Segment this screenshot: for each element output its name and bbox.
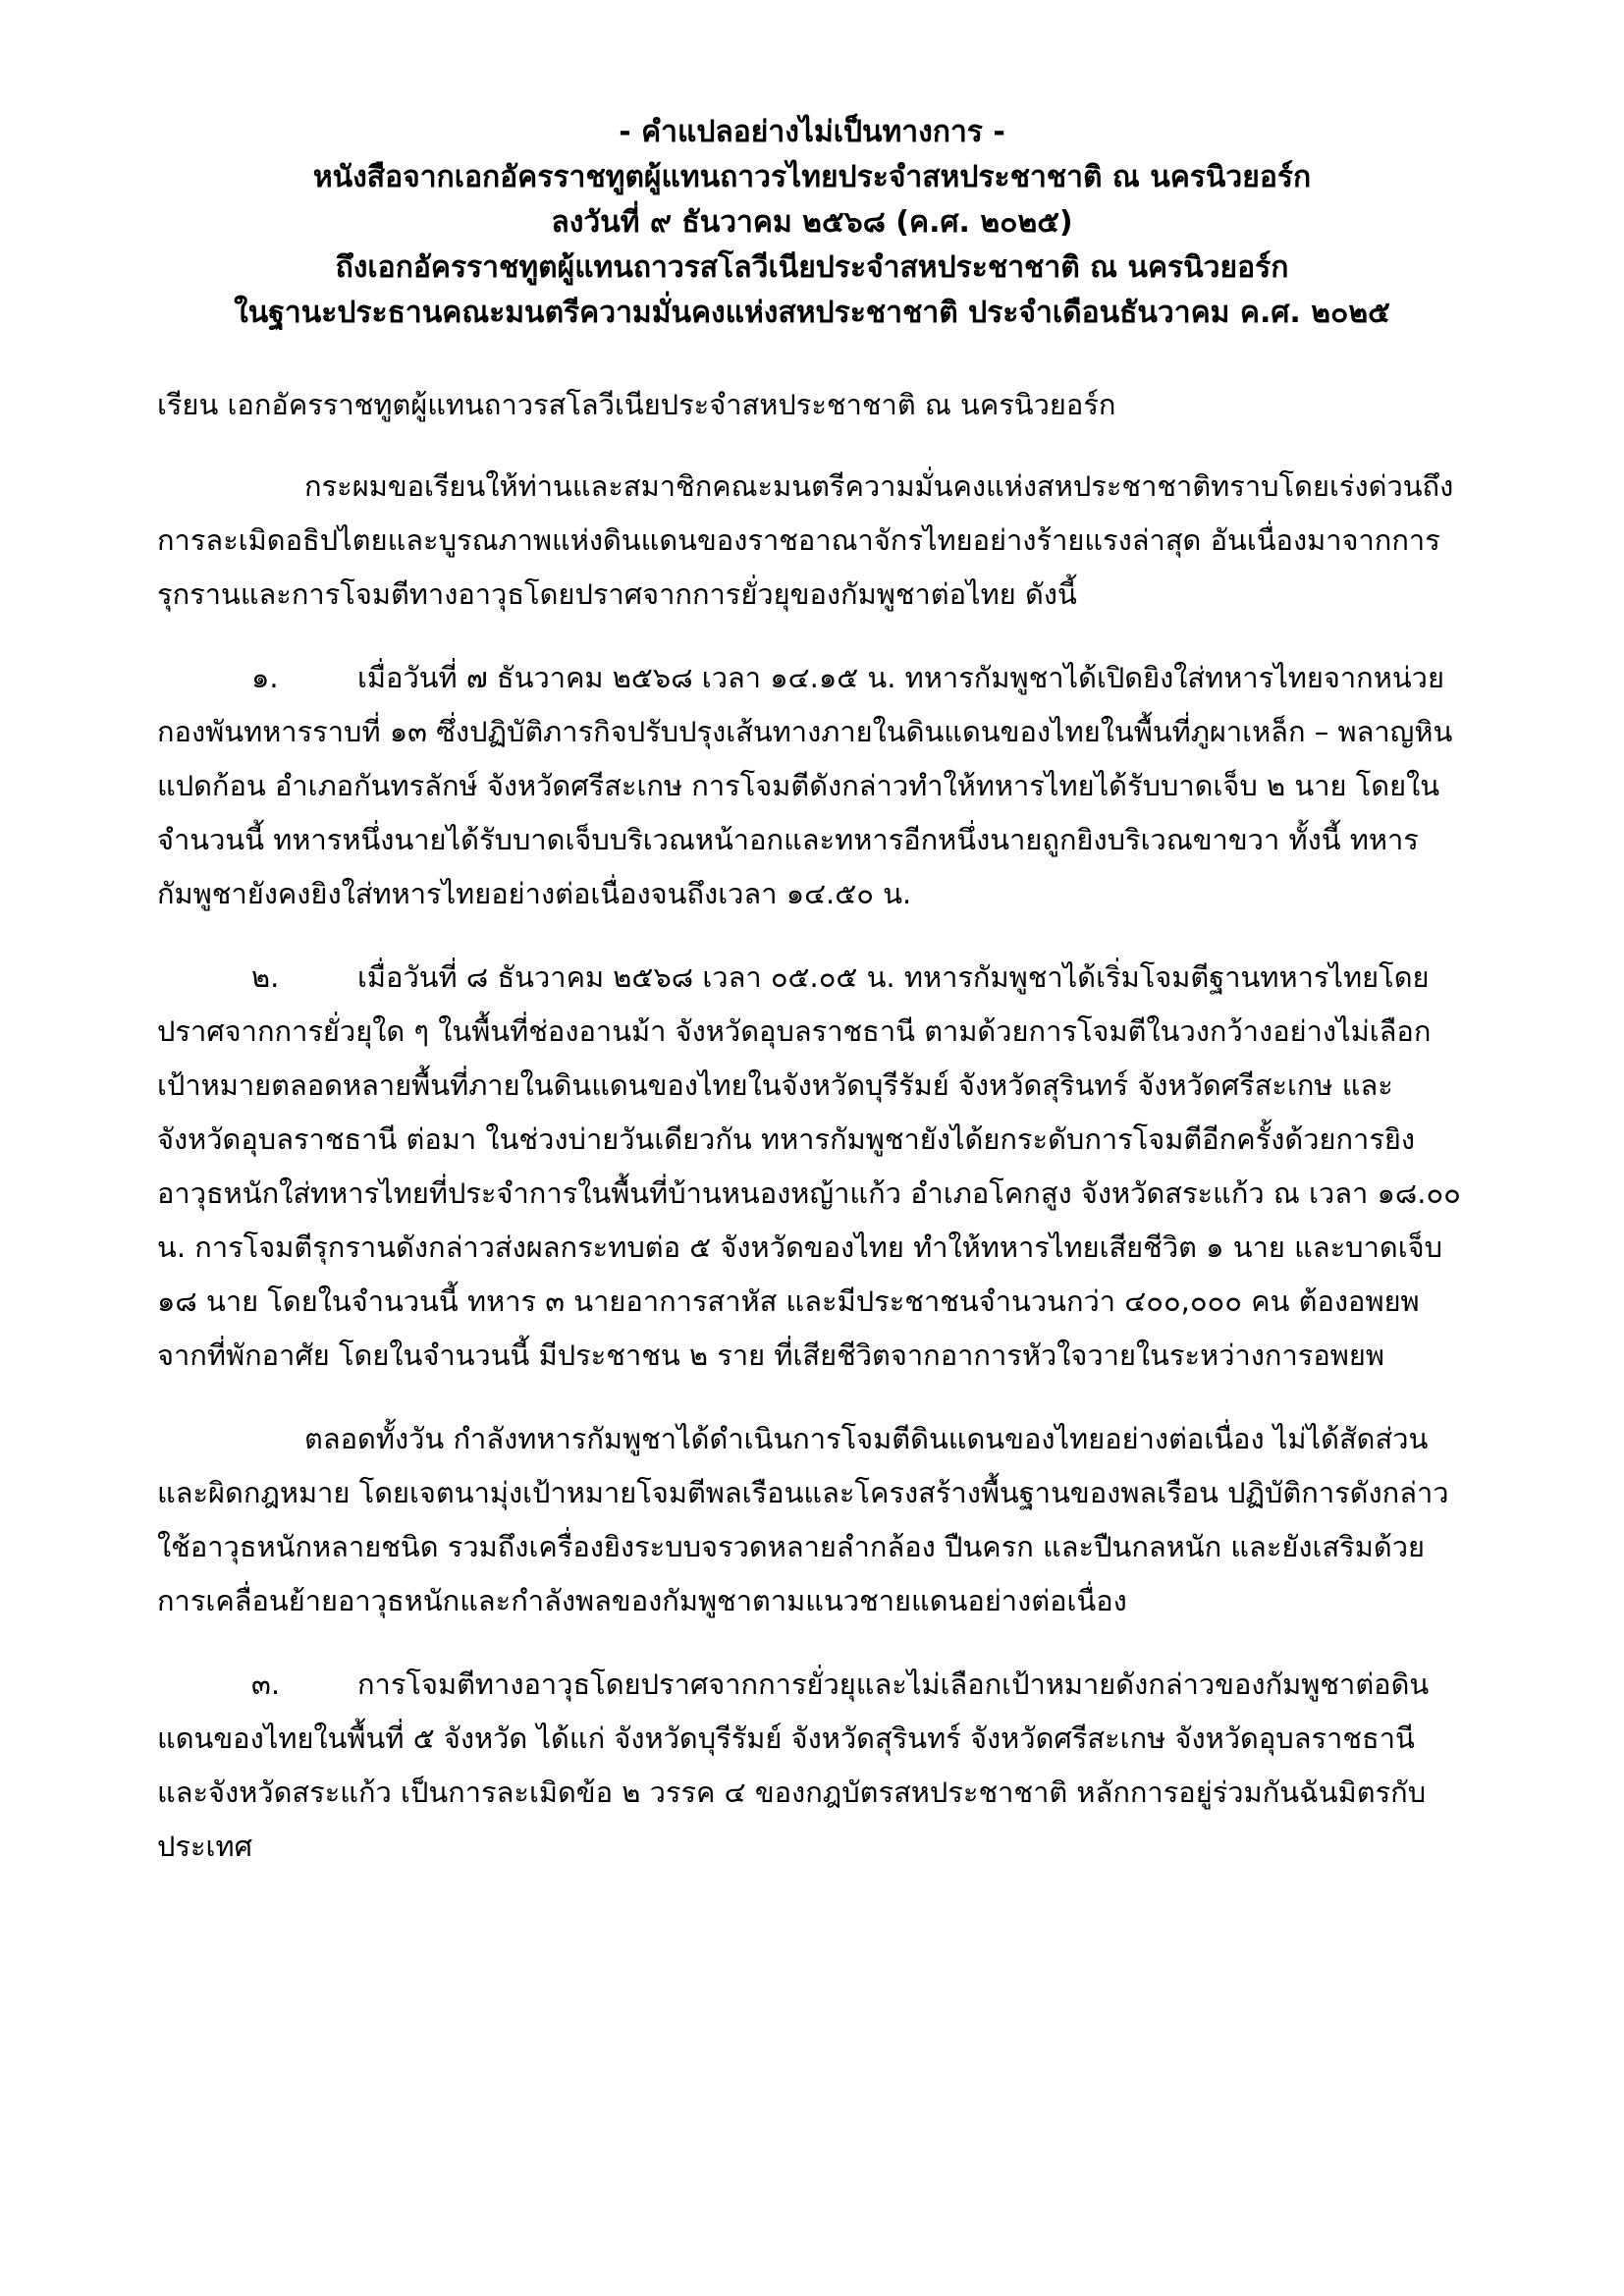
- paragraph-text: เมื่อวันที่ ๗ ธันวาคม ๒๕๖๘ เวลา ๑๔.๑๕ น. ทหารกัมพูชาได้เปิดยิงใส่ทหารไทยจากหน่วยกองพันทหารราบที่ ๑๓ ซึ่งปฏิบัติภารกิจปรับปรุงเส้นทางภายในดินแดนของไทยในพื้นที่ภูผาเหล็ก – พลาญหินแปดก้อน อำเภอกันทรลักษ์ จังหวัดศรีสะเกษ การโจมตีดังกล่าวทำให้ทหารไทยได้รับบาดเจ็บ ๒ นาย โดยในจำนวนนี้ ทหารหนึ่งนายได้รับบาดเจ็บบริเวณหน้าอกและทหารอีกหนึ่งนายถูกยิงบริเวณขาขวา ทั้งนี้ ทหารกัมพูชายังคงยิงใส่ทหารไทยอย่างต่อเนื่องจนถึงเวลา ๑๔.๕๐ น.: [157, 661, 1453, 910]
- paragraph-item-2-continued: [157, 1412, 1467, 1628]
- paragraph-item-2: [157, 951, 1467, 1383]
- heading-line-1: - คำแปลอย่างไม่เป็นทางการ -: [619, 115, 1005, 149]
- list-marker-3: ๓.: [251, 1667, 281, 1701]
- paragraph-text: ตลอดทั้งวัน กำลังทหารกัมพูชาได้ดำเนินการโจมตีดินแดนของไทยอย่างต่อเนื่อง ไม่ได้สัดส่วนและผิดกฎหมาย โดยเจตนามุ่งเป้าหมายโจมตีพลเรือนและโครงสร้างพื้นฐานของพลเรือน ปฏิบัติการดังกล่าวใช้อาวุธหนักหลายชนิด รวมถึงเครื่องยิงระบบจรวดหลายลำกล้อง ปืนครก และปืนกลหนัก และยังเสริมด้วยการเคลื่อนย้ายอาวุธหนักและกำลังพลของกัมพูชาตามแนวชายแดนอย่างต่อเนื่อง: [157, 1422, 1449, 1617]
- document-content: [157, 110, 1467, 1874]
- heading-line-5: ในฐานะประธานคณะมนตรีความมั่นคงแห่งสหประชาชาติ ประจำเดือนธันวาคม ค.ศ. ๒๐๒๕: [234, 296, 1390, 330]
- heading-line-3: ลงวันที่ ๙ ธันวาคม ๒๕๖๘ (ค.ศ. ๒๐๒๕): [551, 205, 1073, 240]
- salutation-line: เรียน เอกอัครราชทูตผู้แทนถาวรสโลวีเนียประจำสหประชาชาติ ณ นครนิวยอร์ก: [157, 388, 1116, 421]
- document-body: [157, 460, 1467, 1874]
- paragraph-text: การโจมตีทางอาวุธโดยปราศจากการยั่วยุและไม่เลือกเป้าหมายดังกล่าวของกัมพูชาต่อดินแดนของไทยในพื้นที่ ๕ จังหวัด ได้แก่ จังหวัดบุรีรัมย์ จังหวัดสุรินทร์ จังหวัดศรีสะเกษ จังหวัดอุบลราชธานี และจังหวัดสระแก้ว เป็นการละเมิดข้อ ๒ วรรค ๔ ของกฎบัตรสหประชาชาติ หลักการอยู่ร่วมกันฉันมิตรกับประเทศ: [157, 1667, 1430, 1863]
- paragraph-item-1: [157, 651, 1467, 921]
- list-marker-1: ๑.: [251, 661, 279, 694]
- list-marker-2: ๒.: [251, 960, 280, 994]
- paragraph-text: กระผมขอเรียนให้ท่านและสมาชิกคณะมนตรีความมั่นคงแห่งสหประชาชาติทราบโดยเร่งด่วนถึงการละเมิดอธิปไตยและบูรณภาพแห่งดินแดนของราชอาณาจักรไทยอย่างร้ายแรงล่าสุด อันเนื่องมาจากการรุกรานและการโจมตีทางอาวุธโดยปราศจากการยั่วยุของกัมพูชาต่อไทย ดังนี้: [157, 469, 1454, 611]
- heading-line-4: ถึงเอกอัครราชทูตผู้แทนถาวรสโลวีเนียประจำสหประชาชาติ ณ นครนิวยอร์ก: [335, 250, 1289, 285]
- paragraph-intro: [157, 460, 1467, 622]
- heading-line-2: หนังสือจากเอกอัครราชทูตผู้แทนถาวรไทยประจำสหประชาชาติ ณ นครนิวยอร์ก: [312, 160, 1312, 194]
- paragraph-text: เมื่อวันที่ ๘ ธันวาคม ๒๕๖๘ เวลา ๐๕.๐๕ น. ทหารกัมพูชาได้เริ่มโจมตีฐานทหารไทยโดยปราศจากการยั่วยุใด ๆ ในพื้นที่ช่องอานม้า จังหวัดอุบลราชธานี ตามด้วยการโจมตีในวงกว้างอย่างไม่เลือกเป้าหมายตลอดหลายพื้นที่ภายในดินแดนของไทยในจังหวัดบุรีรัมย์ จังหวัดสุรินทร์ จังหวัดศรีสะเกษ และจังหวัดอุบลราชธานี ต่อมา ในช่วงบ่ายวันเดียวกัน ทหารกัมพูชายังได้ยกระดับการโจมตีอีกครั้งด้วยการยิงอาวุธหนักใส่ทหารไทยที่ประจำการในพื้นที่บ้านหนองหญ้าแก้ว อำเภอโคกสูง จังหวัดสระแก้ว ณ เวลา ๑๘.๐๐ น. การโจมตีรุกรานดังกล่าวส่งผลกระทบต่อ ๕ จังหวัดของไทย ทำให้ทหารไทยเสียชีวิต ๑ นาย และบาดเจ็บ ๑๘ นาย โดยในจำนวนนี้ ทหาร ๓ นายอาการสาหัส และมีประชาชนจำนวนกว่า ๔๐๐,๐๐๐ คน ต้องอพยพจากที่พักอาศัย โดยในจำนวนนี้ มีประชาชน ๒ ราย ที่เสียชีวิตจากอาการหัวใจวายในระหว่างการอพยพ: [157, 960, 1461, 1372]
- document-heading: [157, 110, 1467, 336]
- paragraph-item-3: [157, 1658, 1467, 1874]
